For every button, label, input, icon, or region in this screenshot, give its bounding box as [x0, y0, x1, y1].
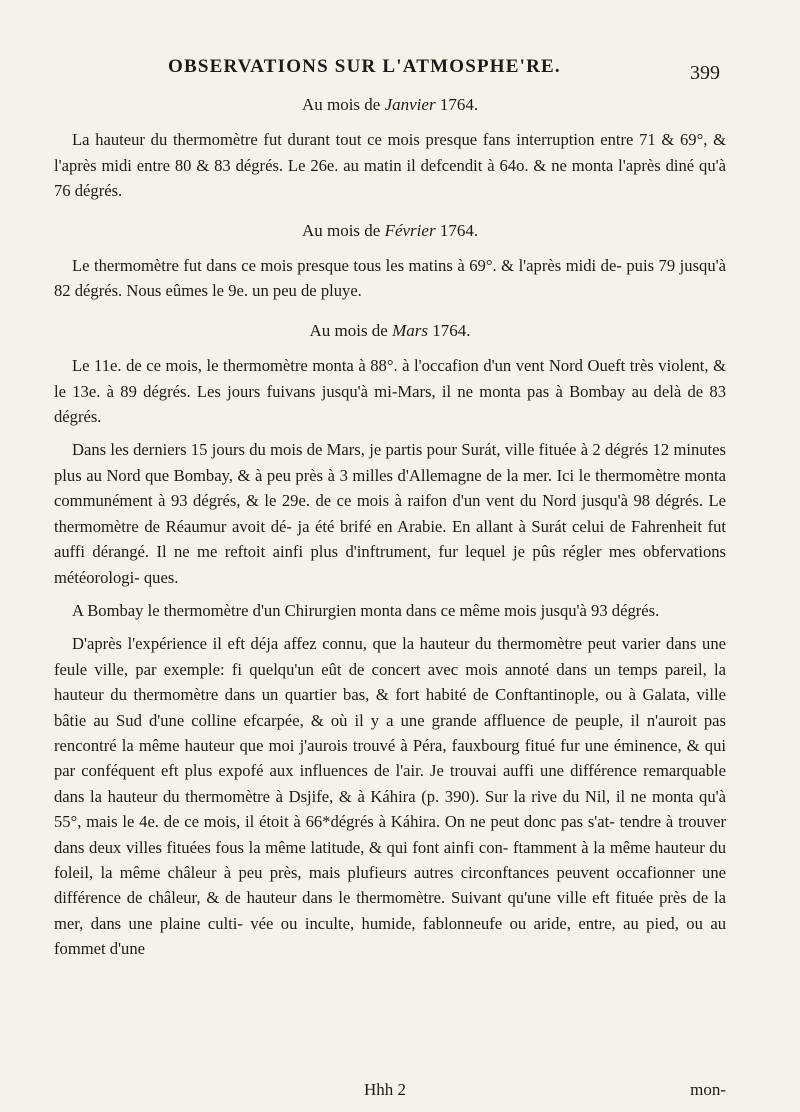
- section-fevrier: [54, 218, 726, 304]
- running-head-title: OBSERVATIONS SUR L'ATMOSPHE'RE.: [168, 56, 561, 77]
- heading-month: Mars: [392, 320, 429, 340]
- heading-month: Février: [384, 220, 436, 240]
- section-heading: [54, 92, 726, 117]
- paragraph: A Bombay le thermomètre d'un Chirurgien monta dans ce même mois jusqu'à 93 dégrés.: [72, 600, 660, 620]
- page-footer: [54, 1080, 726, 1106]
- paragraph: Le thermomètre fut dans ce mois presque tous les matins à 69°. & l'après midi de- puis 79 jusqu'à 82 dégrés. Nous eûmes le 9e. un peu de pluye.: [54, 256, 726, 301]
- paragraph: Le 11e. de ce mois, le thermomètre monta à 88°. à l'occafion d'un vent Nord Oueft très violent, & le 13e. à 89 dégrés. Les jours fuivans jusqu'à mi-Mars, il ne monta pas à Bombay au delà de 83 dégrés.: [54, 356, 726, 427]
- paragraph: Dans les derniers 15 jours du mois de Mars, je partis pour Surát, ville fituée à 2 dégrés 12 minutes plus au Nord que Bombay, & à peu près à 3 milles d'Allemagne de la mer. Ici le thermomètre monta communément à 93 dégrés, & le 29e. de ce mois à raifon d'un vent du Nord jusqu'à 98 dégrés. Le thermomètre de Réaumur avoit dé- ja été brifé en Arabie. En allant à Surát celui de Fahrenheit fut auffi dérangé. Il ne me reftoit ainfi plus d'inftrument, fur lequel je pûs régler mes obfervations météorologi- ques.: [54, 440, 726, 587]
- heading-prefix: Au mois de: [301, 95, 381, 114]
- running-head: [168, 56, 720, 84]
- heading-year: 1764.: [439, 220, 479, 240]
- section-heading: [54, 218, 726, 243]
- signature-mark: Hhh 2: [364, 1080, 407, 1099]
- heading-month: Janvier: [384, 95, 436, 114]
- heading-prefix: Au mois de: [301, 220, 381, 240]
- paragraph: La hauteur du thermomètre fut durant tout ce mois presque fans interruption entre 71 & 69°, & l'après midi entre 80 & 83 dégrés. Le 26e. au matin il defcendit à 64o. & ne monta l'après diné qu'à 76 dégrés.: [54, 130, 726, 201]
- section-mars: [54, 318, 726, 962]
- heading-year: 1764.: [439, 95, 479, 114]
- section-janvier: [54, 92, 726, 204]
- paragraph: D'après l'expérience il eft déja affez connu, que la hauteur du thermomètre peut varier dans une feule ville, par exemple: fi quelqu'un eût de concert avec mois annoté dans un temps pareil, la hauteur du thermomètre dans un quartier bas, & fort habité de Conftantinople, ou à Galata, ville bâtie au Sud d'une colline efcarpée, & où il y a une grande affluence de peuple, il n'auroit pas rencontré la même hauteur que moi j'aurois trouvé à Péra, fauxbourg fitué fur une éminence, & qui par conféquent eft plus expofé aux influences de l'air. Je trouvai auffi une différence remarquable dans la hauteur du thermomètre à Dsjife, & à Káhira (p. 390). Sur la rive du Nil, il ne monta qu'à 55°, mais le 4e. de ce mois, il étoit à 66*dégrés à Káhira. On ne peut donc pas s'at- tendre à trouver dans deux villes fituées fous la même latitude, & qui font ainfi con- ftamment à la même hauteur du foleil, la même châleur à peu près, mais plufieurs autres circonftances peuvent occafionner une différence de châleur, & de hauteur dans le thermomètre. Suivant qu'une ville eft fituée près de la mer, dans une plaine culti- vée ou inculte, humide, fablonneufe ou aride, entre, au pied, ou au fommet d'une: [54, 634, 726, 959]
- heading-prefix: Au mois de: [309, 320, 388, 340]
- page-number: 399: [690, 62, 720, 84]
- section-heading: [54, 318, 726, 343]
- heading-year: 1764.: [432, 320, 471, 340]
- page-body: [54, 92, 726, 976]
- catchword: mon-: [690, 1080, 726, 1099]
